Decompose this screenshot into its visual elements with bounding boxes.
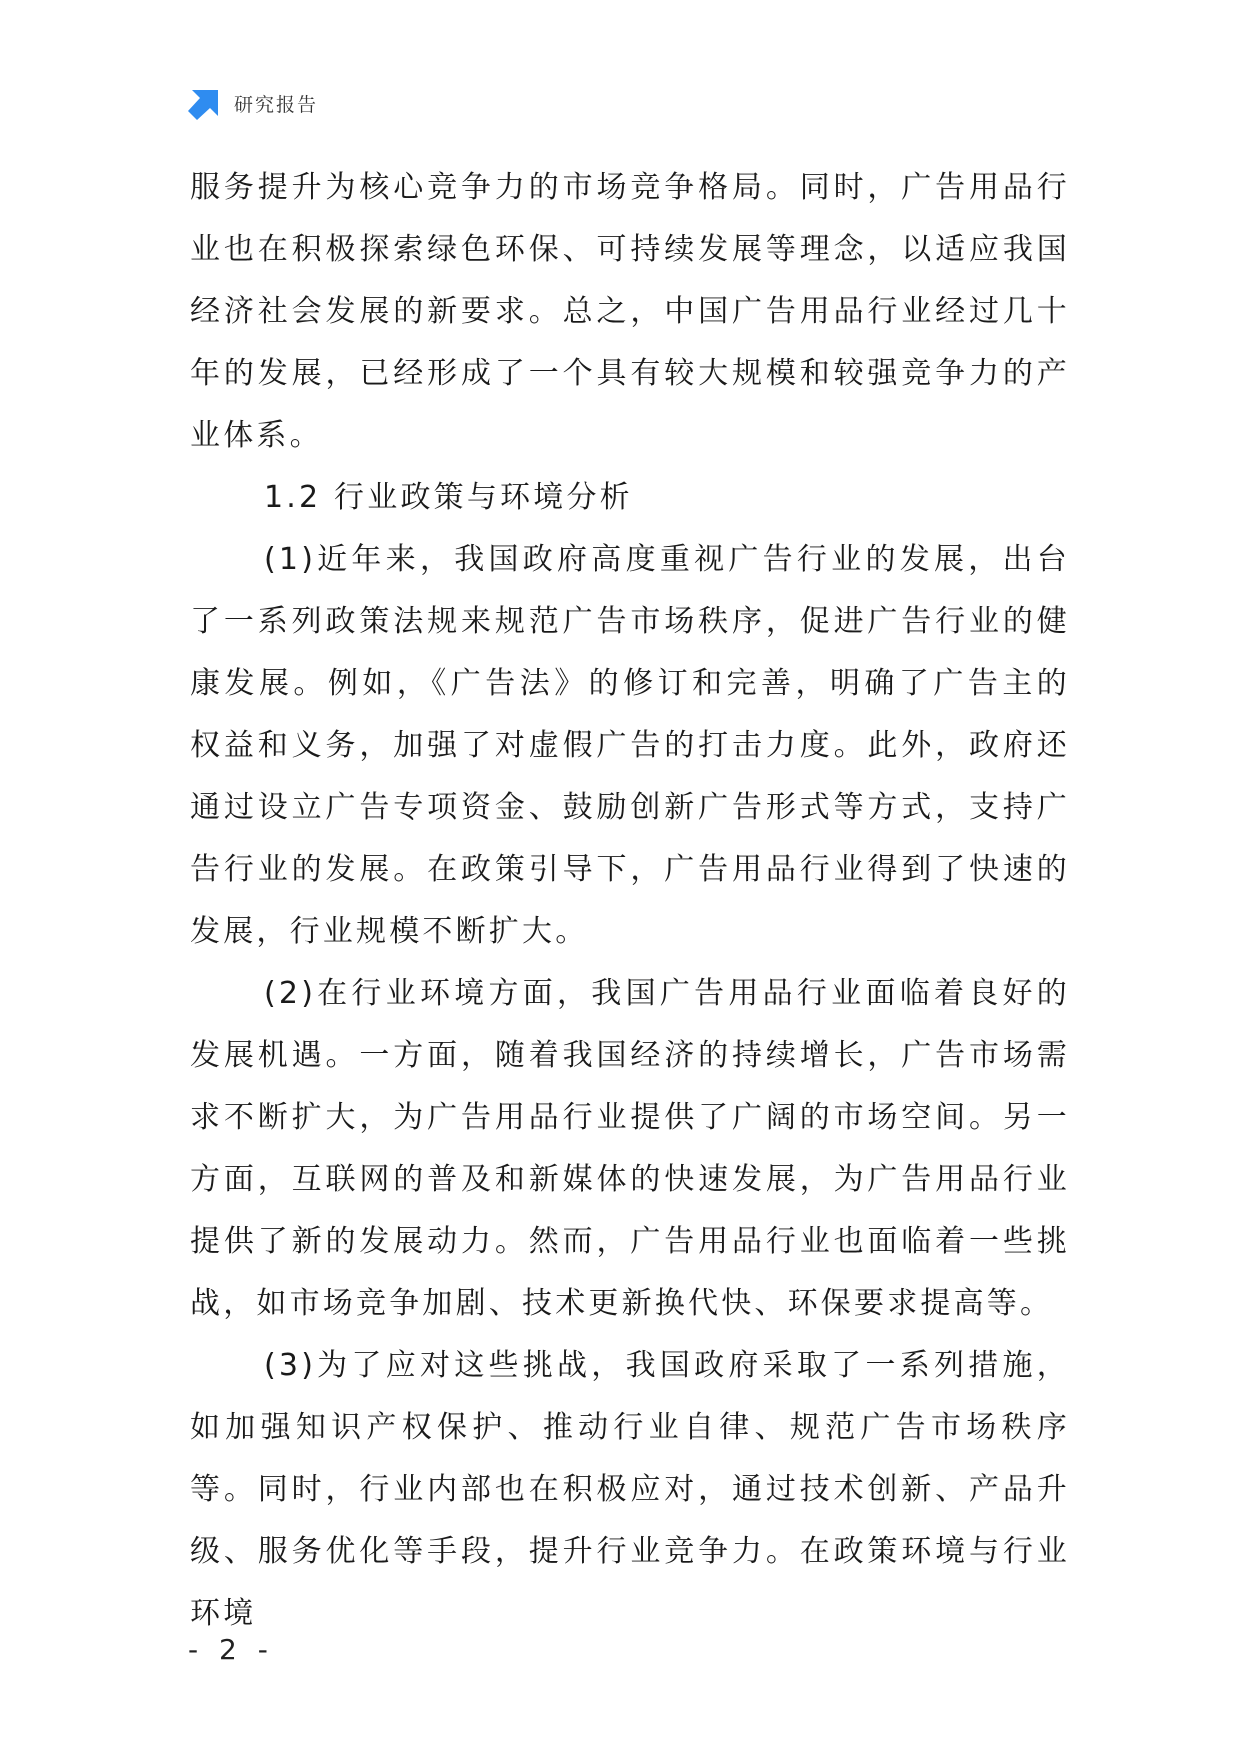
header-title: 研究报告	[234, 93, 319, 116]
page-header	[188, 86, 318, 120]
arrow-up-right-icon	[188, 86, 222, 120]
section-heading: 1.2 行业政策与环境分析	[264, 480, 633, 515]
document-body	[190, 157, 1070, 1645]
paragraph-1: (1)近年来，我国政府高度重视广告行业的发展，出台了一系列政策法规来规范广告市场秩序，促进广告行业的健康发展。例如，《广告法》的修订和完善，明确了广告主的权益和义务，加强了对虚假广告的打击力度。此外，政府还通过设立广告专项资金、鼓励创新广告形式等方式，支持广告行业的发展。在政策引导下，广告用品行业得到了快速的发展，行业规模不断扩大。	[190, 542, 1070, 949]
paragraph-continued: 服务提升为核心竞争力的市场竞争格局。同时，广告用品行业也在积极探索绿色环保、可持续发展等理念，以适应我国经济社会发展的新要求。总之，中国广告用品行业经过几十年的发展，已经形成了一个具有较大规模和较强竞争力的产业体系。	[190, 170, 1070, 453]
paragraph-3: (3)为了应对这些挑战，我国政府采取了一系列措施，如加强知识产权保护、推动行业自律、规范广告市场秩序等。同时，行业内部也在积极应对，通过技术创新、产品升级、服务优化等手段，提升行业竞争力。在政策环境与行业环境	[190, 1348, 1070, 1631]
page-number: - 2 -	[188, 1633, 274, 1666]
paragraph-2: (2)在行业环境方面，我国广告用品行业面临着良好的发展机遇。一方面，随着我国经济的持续增长，广告市场需求不断扩大，为广告用品行业提供了广阔的市场空间。另一方面，互联网的普及和新媒体的快速发展，为广告用品行业提供了新的发展动力。然而，广告用品行业也面临着一些挑战，如市场竞争加剧、技术更新换代快、环保要求提高等。	[190, 976, 1070, 1321]
